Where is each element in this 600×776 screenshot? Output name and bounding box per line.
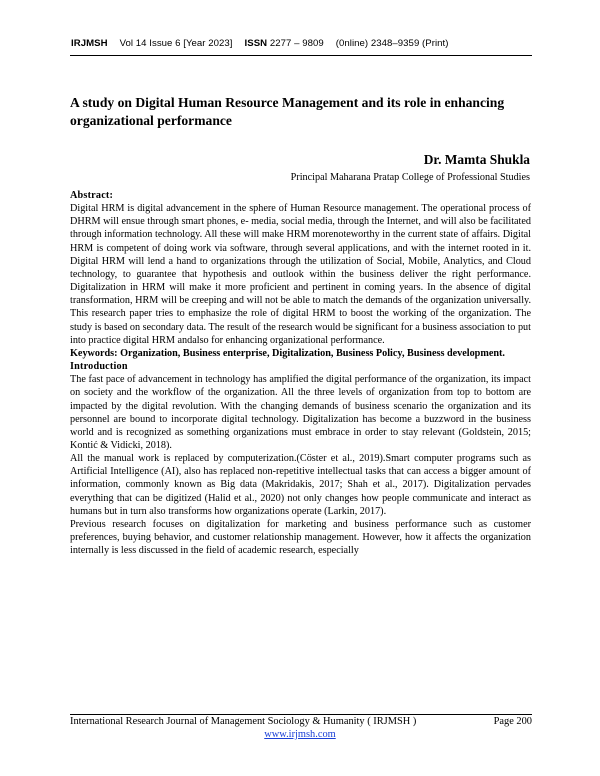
running-footer [70, 716, 532, 727]
introduction-heading: Introduction [70, 361, 128, 373]
issn-number: 2277 – 9809 [269, 38, 324, 49]
page-number: Page 200 [493, 716, 532, 727]
volume-info: Vol 14 Issue 6 [Year 2023] [119, 38, 233, 49]
footer-journal: International Research Journal of Management Sociology & Humanity ( IRJMSH ) [70, 716, 417, 727]
paper-body [70, 189, 531, 557]
intro-paragraph: Previous research focuses on digitalization for marketing and business performance such as customer preferences, buying behavior, and customer relationship management. However, how it affects the organization internally is less discussed in the field of academic research, especially [70, 518, 531, 557]
journal-abbr: IRJMSH [71, 38, 108, 49]
intro-paragraph: The fast pace of advancement in technology has amplified the digital performance of the organization, its impact on society and the workflow of the organization. All the three levels of organization from top to bottom are impacted by the digital revolution. With the changing demands of business scenario the organization and its personnel are bound to incorporate digital technology. Digitalization has become a buzzword in the business world and is recognized as something organizations must embrace in order to stay relevant (Goldstein, 2015; Kontić & Vidicki, 2018). [70, 374, 531, 451]
intro-paragraph: All the manual work is replaced by computerization.(Cöster et al., 2019).Smart computer programs such as Artificial Intelligence (AI), also has replaced non-repetitive intellectual tasks that can access a bigger amount of information, commonly known as Big data (Makridakis, 2017; Shah et al., 2017). Digitalization pervades everything that can be digitized (Halid et al., 2020) not only changes how people communicate and interact as humans but in turn also transforms how organizations operate (Larkin, 2017). [70, 453, 531, 517]
abstract-heading: Abstract: [70, 190, 114, 201]
journal-website-link[interactable]: www.irjmsh.com [264, 729, 336, 740]
author-name: Dr. Mamta Shukla [423, 152, 530, 167]
running-header [71, 38, 531, 49]
issn-label: ISSN [244, 38, 268, 49]
header-divider [70, 55, 532, 56]
issn-online: (0nline) 2348–9359 (Print) [335, 38, 449, 49]
author-affiliation: Principal Maharana Pratap College of Professional Studies [290, 172, 530, 183]
footer-divider [70, 714, 532, 715]
paper-title: A study on Digital Human Resource Management and its role in enhancing organizational performance [70, 95, 505, 128]
keywords: Keywords: Organization, Business enterprise, Digitalization, Business Policy, Business development. [70, 347, 505, 359]
abstract-text: Digital HRM is digital advancement in the sphere of Human Resource management. The operational process of DHRM will ensue through smart phones, e- media, social media, through the Internet, and will also be facilitated through information technology. All these will make HRM morenoteworthy in the current state of affairs. Digital HRM is competent of doing work via software, through several applications, and with the internet rooted in it. Digital HRM will lend a hand to organizations through the utilization of Social, Mobile, Analytics, and Cloud technology, to guarantee that hypothesis and outlook within the business deliver the right performance. Digitalization in HRM will make it more proficient and pertinent in coming years. In the absence of digital transformation, HRM will be creeping and will not be able to match the demands of the organization universally. This research paper tries to emphasize the role of digital HRM to boost the working of the organization. The study is based on secondary data. The result of the research would be significant for a business association to put into practice digital HRM andalso for enhancing organizational performance. [70, 203, 531, 346]
